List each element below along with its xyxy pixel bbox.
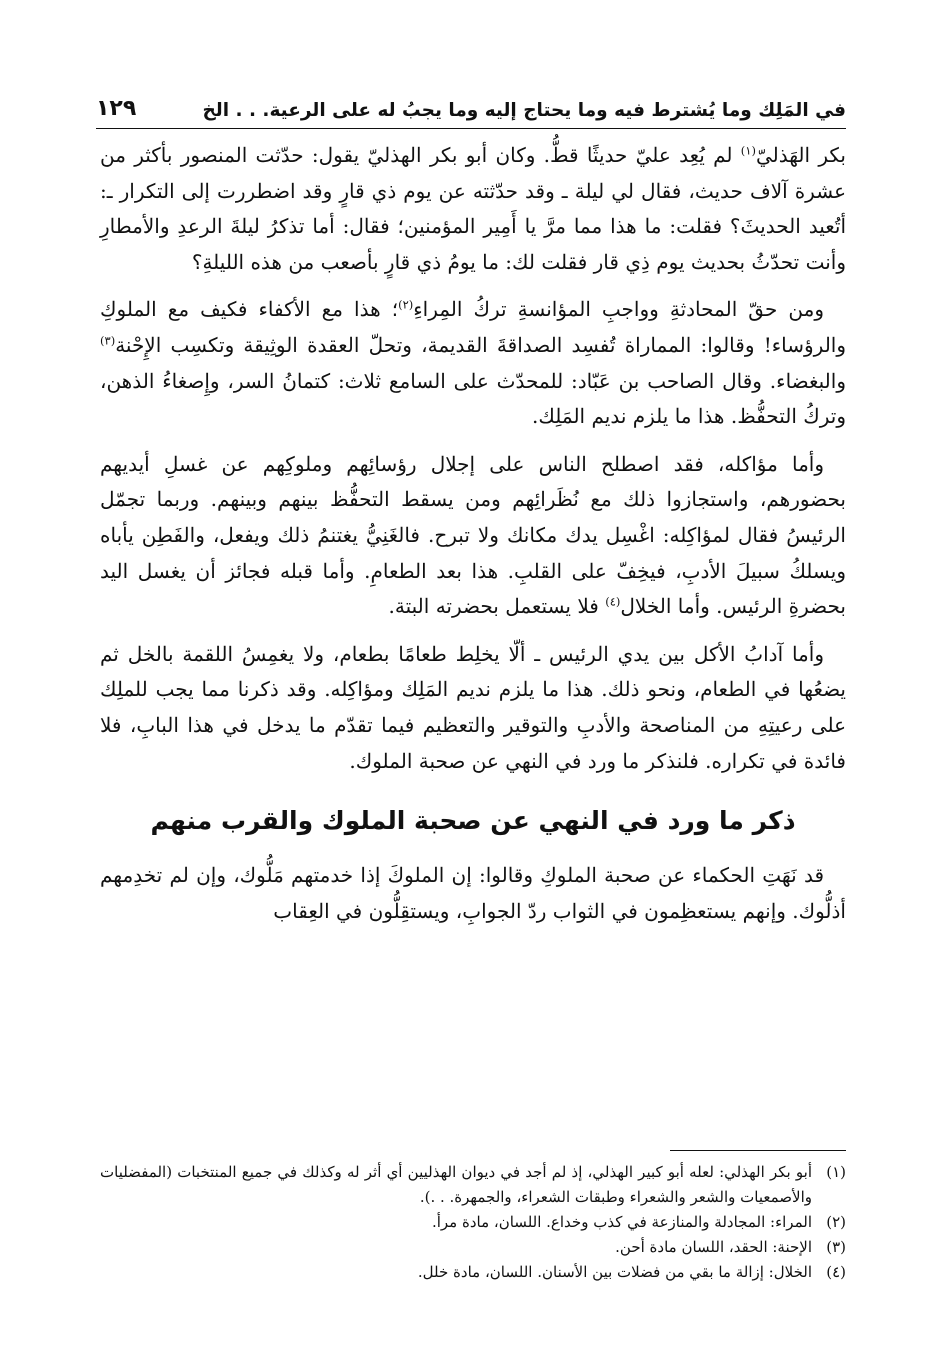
footnote-text: الإحنة: الحقد، اللسان مادة أحن. — [615, 1238, 812, 1256]
footnote-4 — [100, 1260, 846, 1285]
footnotes — [100, 1160, 846, 1285]
paragraph-3-text-a: وأما مؤاكله، فقد اصطلح الناس على إجلال رؤسائِهم وملوكِهم عن غسلِ أيديهم بحضورهم، واستجازوا ذلك مع نُظَرائِهم ومن يسقط التحفُّظ بينهم وبينهم. وربما تجمّل الرئيسُ فقال لمؤاكِله: اغْسِل يدك مكانك ولا تبرح. فالغَنِيُّ يغتنمُ ذلك ويفعل، والفَطِن يأباه ويسلكُ سبيلَ الأدبِ، فيخِفّ على القلبِ. هذا بعد الطعامِ. وأما قبله فجائز أن يغسل اليد بحضرةِ الرئيس. وأما الخلال — [100, 451, 847, 619]
footnote-number: (٢) — [826, 1213, 846, 1231]
footnote-1 — [100, 1160, 846, 1210]
footnote-ref-4: (٤) — [605, 594, 621, 609]
paragraph-2-text-a: ومن حقّ المحادثةِ وواجبِ المؤانسةِ تركُ المِراءِ — [413, 297, 824, 322]
footnote-divider — [670, 1150, 846, 1151]
footnote-number: (١) — [826, 1163, 846, 1181]
footnote-text: المراء: المجادلة والمنازعة في كذب وخداع. اللسان، مادة مرأ. — [431, 1213, 812, 1231]
main-text — [100, 138, 846, 929]
paragraph-4: وأما آدابُ الأكل بين يدي الرئيس ـ ألّا يخلِط طعامًا بطعام، ولا يغمِسُ اللقمة بالخل ثم يضعُها في الطعام، ونحو ذلك. هذا ما يلزم نديم المَلِك ومؤاكِله. وقد ذكرنا مما يجب للملِك على رعيتِهِ من المناصحة والأدبِ والتوقير والتعظيم فيما تقدّم ما يدخل في هذا البابِ، فلا فائدة في تكراره. فلنذكر ما ورد في النهي عن صحبة الملوك. — [100, 641, 847, 773]
page-header — [96, 82, 846, 122]
paragraph-2-text-b: ؛ هذا مع الأكفاء فكيف مع الملوكِ والرؤساء! وقالوا: المماراة تُفسِد الصداقةَ القديمة، وتحلّ العقدة الوثِيقة وتكسِب الإِحْنة — [100, 297, 846, 357]
paragraph-1-text-a: بكر الهَذليّ — [755, 143, 846, 167]
paragraph-3 — [100, 447, 846, 625]
footnote-text: أبو بكر الهذلي: لعله أبو كبير الهذلي، إذ لم أجد في ديوان الهذليين أي أثر له وكذلك في جميع المنتخبات (المفضليات والأصمعيات والشعر والشعراء وطبقات الشعراء، والجمهرة. . .). — [100, 1163, 812, 1206]
paragraph-1 — [100, 138, 846, 280]
paragraph-1-text-b: لم يُعِد عليّ حديثًا قطُّ. وكان أبو بكر الهذليّ يقول: حدّثت المنصور بأكثر من عشرة آلاف حديث، فقال لي ليلة ـ وقد حدّثته عن يوم ذي قارٍ وقد اضطررت إلى التكرار ـ: أتُعيد الحديثَ؟ فقلت: ما هذا مما مرَّ يا أَمِير المؤمنين؛ فقال: أما تذكرُ ليلةَ الرعدِ والأمطارِ وأنت تحدّثُ بحديث يوم ذِي قار فقلت لك: ما يومُ ذي قارٍ بأصعب من هذه الليلةِ؟ — [100, 143, 846, 274]
paragraph-2 — [100, 292, 846, 434]
footnote-ref-3: (٣) — [100, 333, 116, 348]
footnote-text: الخلال: إزالة ما بقي من فضلات بين الأسنان. اللسان، مادة خلل. — [417, 1263, 812, 1281]
paragraph-3-text-b: فلا يستعمل بحضرته البتة. — [388, 594, 606, 619]
running-title: في المَلِك وما يُشترط فيه وما يحتاج إليه وما يجبُ له على الرعية. . . الخ — [202, 99, 846, 121]
page-number: ١٢٩ — [96, 95, 137, 121]
footnote-ref-2: (٢) — [398, 297, 414, 312]
paragraph-5: قد نَهَتِ الحكماء عن صحبة الملوكِ وقالوا: إن الملوكَ إذا خدمتهم مَلُّوك، وإن لم تخدِمهم أذلُّوك. وإنهم يستعظِمون في الثواب ردّ الجوابِ، ويستقِلُّون في العِقاب — [100, 863, 846, 923]
section-heading: ذكر ما ورد في النهي عن صحبة الملوك والقرب منهم — [150, 806, 796, 836]
header-divider — [96, 128, 846, 129]
footnote-3 — [100, 1235, 846, 1260]
footnote-number: (٤) — [826, 1263, 846, 1281]
paragraph-2-text-c: والبغضاء. وقال الصاحب بن عَبّاد: للمحدّث على السامع ثلاث: كتمانُ السر، وإِصغاءُ الذهن، وتركُ التحفُّظ. هذا ما يلزم نديم المَلِك. — [100, 368, 846, 429]
footnote-number: (٣) — [826, 1238, 846, 1256]
footnote-ref-1: (١) — [740, 143, 756, 158]
footnote-2 — [100, 1210, 846, 1235]
